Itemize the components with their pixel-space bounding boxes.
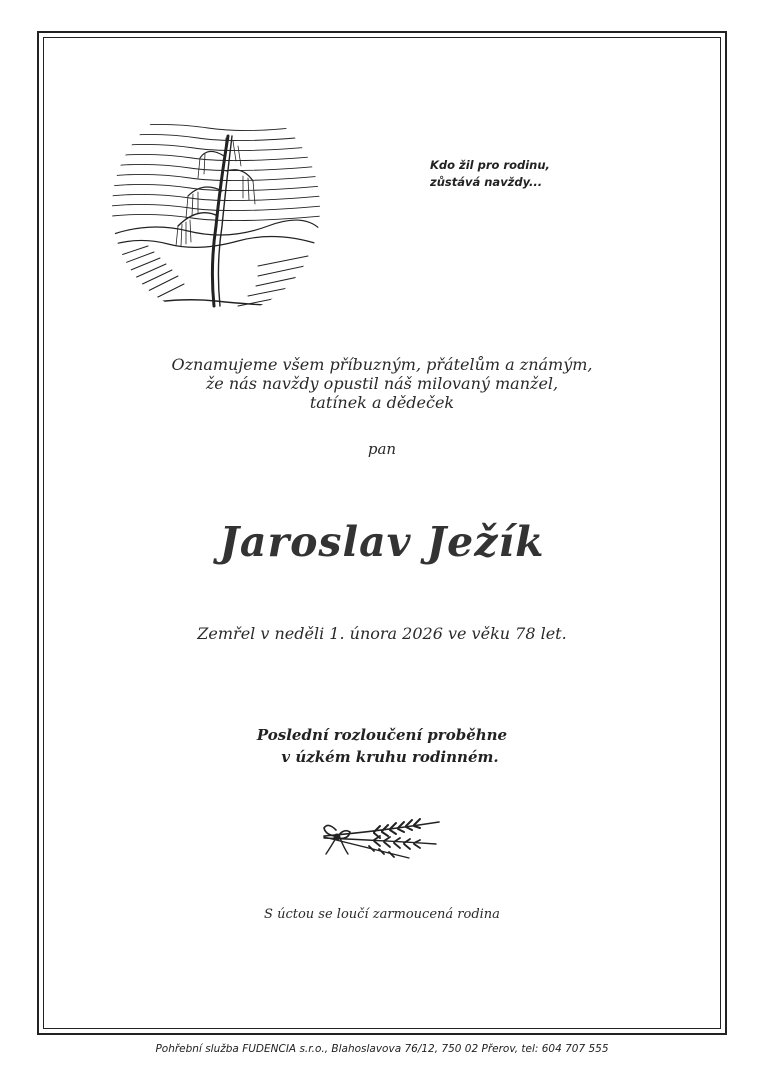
honorific: pan — [367, 440, 397, 458]
announcement-line-1: Oznamujeme všem příbuzným, přátelům a známým, — [171, 355, 593, 374]
motto-line-2: zůstává navždy... — [430, 175, 543, 189]
motto — [430, 157, 650, 191]
signoff: S úctou se loučí zarmoucená rodina — [264, 907, 500, 922]
death-notice: Zemřel v neděli 1. února 2026 ve věku 78 let. — [197, 624, 567, 643]
farewell-notice — [80, 724, 684, 768]
announcement — [100, 355, 664, 412]
footer-contact: Pohřební služba FUDENCIA s.r.o., Blahoslavova 76/12, 750 02 Přerov, tel: 604 707 555 — [155, 1043, 609, 1055]
motto-line-1: Kdo žil pro rodinu, — [430, 158, 550, 172]
wheat-sheaf-ribbon-icon — [314, 814, 444, 862]
announcement-line-2: že nás navždy opustil náš milovaný manžel, — [205, 374, 559, 393]
birch-tree-landscape-icon — [108, 96, 324, 320]
announcement-line-3: tatínek a dědeček — [309, 393, 455, 412]
farewell-line-2: v úzkém kruhu rodinném. — [281, 748, 499, 766]
farewell-line-1: Poslední rozloučení proběhne — [256, 726, 508, 744]
deceased-name: Jaroslav Ježík — [219, 518, 545, 566]
